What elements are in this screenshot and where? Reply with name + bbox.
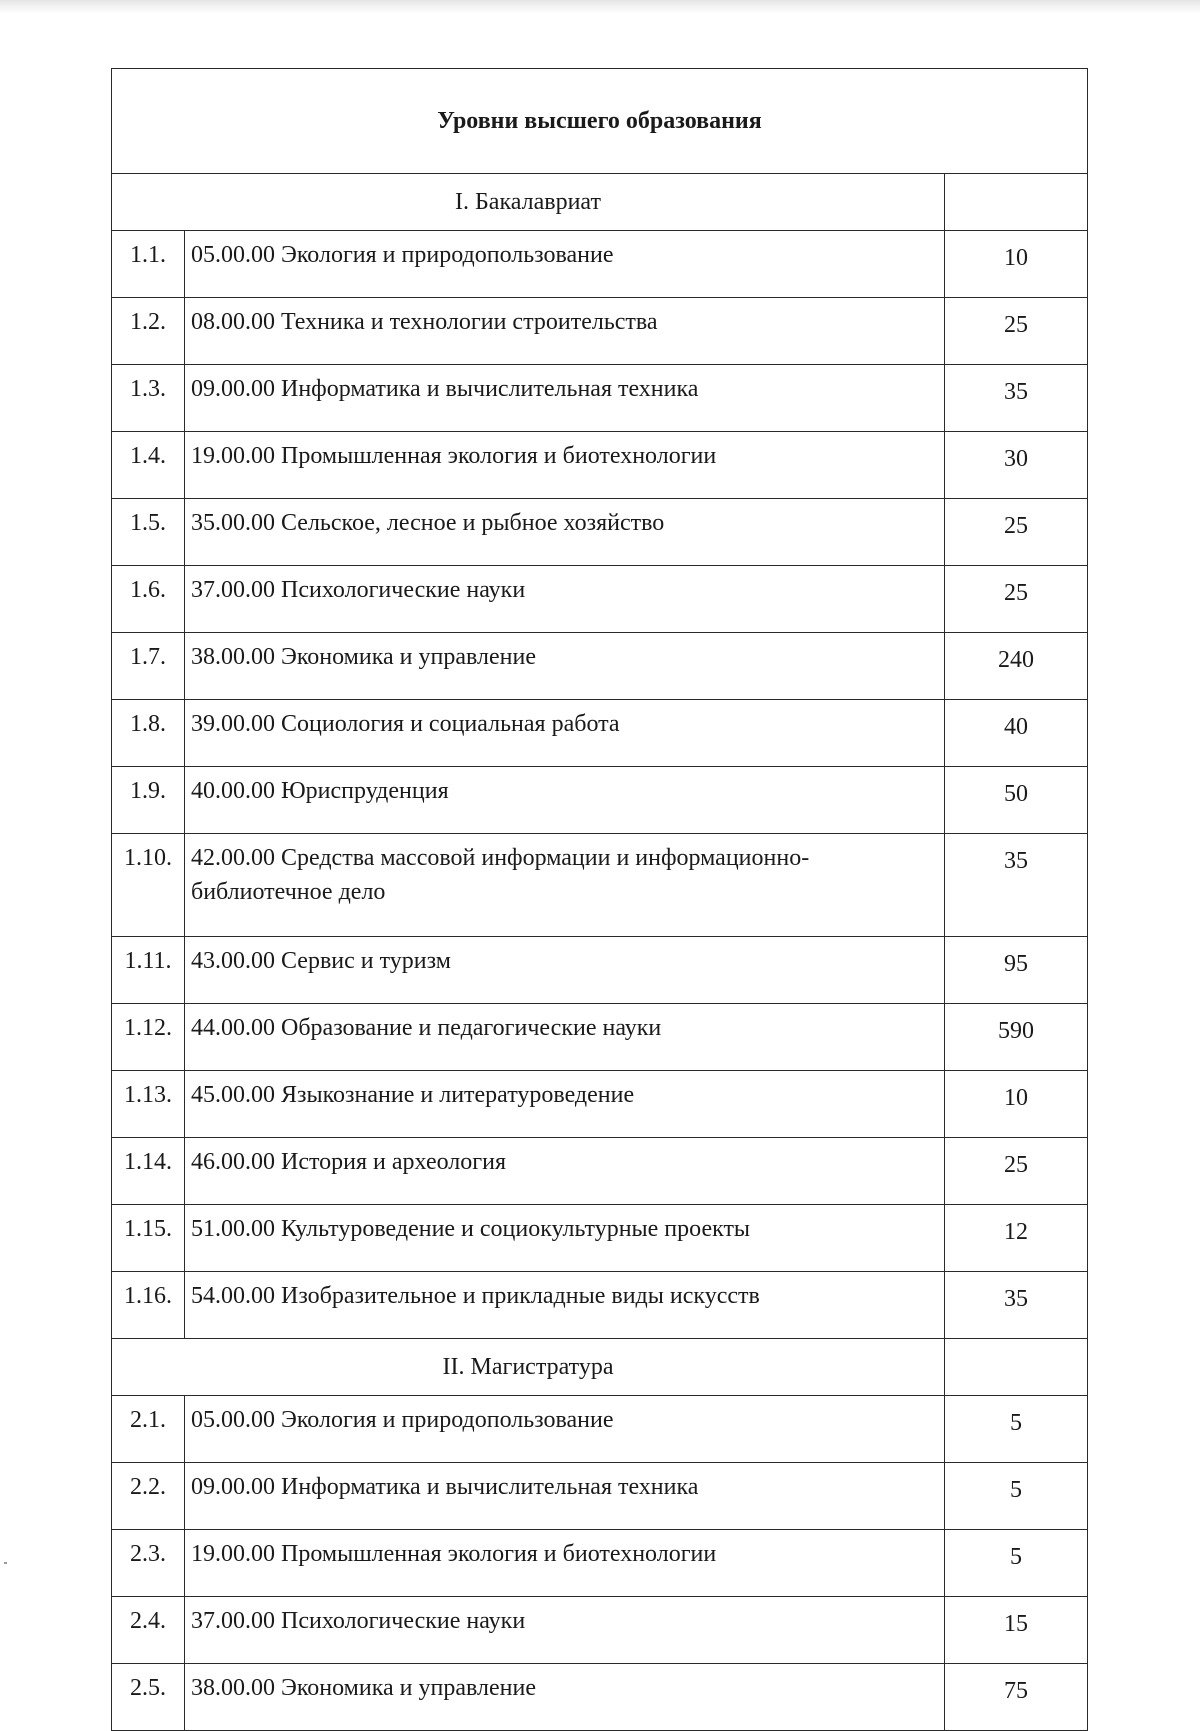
table-row xyxy=(112,1396,1088,1463)
table-row xyxy=(112,365,1088,432)
row-number: 2.4. xyxy=(112,1597,185,1664)
section-value-cell xyxy=(945,1339,1088,1396)
row-name: 42.00.00 Средства массовой информации и информационно-библиотечное дело xyxy=(185,834,945,937)
education-levels-table xyxy=(111,68,1088,1731)
table-row xyxy=(112,1597,1088,1664)
table-row xyxy=(112,937,1088,1004)
table-row xyxy=(112,767,1088,834)
table-row xyxy=(112,432,1088,499)
row-name: 38.00.00 Экономика и управление xyxy=(185,633,945,700)
table-row xyxy=(112,499,1088,566)
row-name: 08.00.00 Техника и технологии строительства xyxy=(185,298,945,365)
row-number: 1.16. xyxy=(112,1272,185,1339)
row-name: 35.00.00 Сельское, лесное и рыбное хозяйство xyxy=(185,499,945,566)
row-number: 1.2. xyxy=(112,298,185,365)
row-name: 38.00.00 Экономика и управление xyxy=(185,1664,945,1731)
row-number: 1.10. xyxy=(112,834,185,937)
row-value: 75 xyxy=(945,1664,1088,1731)
row-name: 39.00.00 Социология и социальная работа xyxy=(185,700,945,767)
row-number: 1.14. xyxy=(112,1138,185,1205)
row-name: 44.00.00 Образование и педагогические науки xyxy=(185,1004,945,1071)
section-header-row xyxy=(112,174,1088,231)
row-name: 51.00.00 Культуроведение и социокультурные проекты xyxy=(185,1205,945,1272)
table-row xyxy=(112,1138,1088,1205)
row-number: 1.6. xyxy=(112,566,185,633)
table-row xyxy=(112,231,1088,298)
row-value: 40 xyxy=(945,700,1088,767)
row-name: 43.00.00 Сервис и туризм xyxy=(185,937,945,1004)
row-number: 2.1. xyxy=(112,1396,185,1463)
row-name: 45.00.00 Языкознание и литературоведение xyxy=(185,1071,945,1138)
row-number: 1.9. xyxy=(112,767,185,834)
row-number: 1.8. xyxy=(112,700,185,767)
row-name: 09.00.00 Информатика и вычислительная техника xyxy=(185,1463,945,1530)
row-name: 09.00.00 Информатика и вычислительная техника xyxy=(185,365,945,432)
table-row xyxy=(112,834,1088,937)
row-name: 19.00.00 Промышленная экология и биотехнологии xyxy=(185,432,945,499)
row-number: 1.1. xyxy=(112,231,185,298)
row-name: 37.00.00 Психологические науки xyxy=(185,1597,945,1664)
row-value: 15 xyxy=(945,1597,1088,1664)
row-value: 12 xyxy=(945,1205,1088,1272)
row-value: 5 xyxy=(945,1530,1088,1597)
table-row xyxy=(112,1664,1088,1731)
table-title: Уровни высшего образования xyxy=(112,69,1088,174)
row-value: 590 xyxy=(945,1004,1088,1071)
row-value: 35 xyxy=(945,834,1088,937)
row-value: 95 xyxy=(945,937,1088,1004)
section-value-cell xyxy=(945,174,1088,231)
table-row xyxy=(112,1463,1088,1530)
row-value: 5 xyxy=(945,1463,1088,1530)
table-row xyxy=(112,1205,1088,1272)
row-number: 1.15. xyxy=(112,1205,185,1272)
row-value: 10 xyxy=(945,231,1088,298)
row-name: 37.00.00 Психологические науки xyxy=(185,566,945,633)
table-row xyxy=(112,633,1088,700)
row-value: 25 xyxy=(945,1138,1088,1205)
row-value: 240 xyxy=(945,633,1088,700)
table-row xyxy=(112,1272,1088,1339)
row-number: 1.11. xyxy=(112,937,185,1004)
row-number: 2.5. xyxy=(112,1664,185,1731)
row-value: 30 xyxy=(945,432,1088,499)
row-number: 2.2. xyxy=(112,1463,185,1530)
section-heading: II. Магистратура xyxy=(112,1339,945,1396)
row-number: 1.3. xyxy=(112,365,185,432)
row-name: 05.00.00 Экология и природопользование xyxy=(185,1396,945,1463)
table-row xyxy=(112,700,1088,767)
table-row xyxy=(112,1004,1088,1071)
section-heading: I. Бакалавриат xyxy=(112,174,945,231)
table-row xyxy=(112,298,1088,365)
row-number: 1.5. xyxy=(112,499,185,566)
scan-edge-shadow xyxy=(0,0,1200,14)
row-name: 40.00.00 Юриспруденция xyxy=(185,767,945,834)
table-row xyxy=(112,1530,1088,1597)
table-row xyxy=(112,566,1088,633)
row-number: 2.3. xyxy=(112,1530,185,1597)
row-number: 1.13. xyxy=(112,1071,185,1138)
row-value: 5 xyxy=(945,1396,1088,1463)
row-value: 25 xyxy=(945,566,1088,633)
row-number: 1.12. xyxy=(112,1004,185,1071)
row-name: 19.00.00 Промышленная экология и биотехнологии xyxy=(185,1530,945,1597)
row-name: 54.00.00 Изобразительное и прикладные виды искусств xyxy=(185,1272,945,1339)
table-row xyxy=(112,1071,1088,1138)
row-value: 35 xyxy=(945,1272,1088,1339)
row-name: 46.00.00 История и археология xyxy=(185,1138,945,1205)
row-number: 1.4. xyxy=(112,432,185,499)
section-header-row xyxy=(112,1339,1088,1396)
row-number: 1.7. xyxy=(112,633,185,700)
row-value: 25 xyxy=(945,499,1088,566)
table-title-row xyxy=(112,69,1088,174)
row-value: 35 xyxy=(945,365,1088,432)
row-name: 05.00.00 Экология и природопользование xyxy=(185,231,945,298)
row-value: 25 xyxy=(945,298,1088,365)
row-value: 50 xyxy=(945,767,1088,834)
row-value: 10 xyxy=(945,1071,1088,1138)
scan-speck xyxy=(4,1562,7,1564)
